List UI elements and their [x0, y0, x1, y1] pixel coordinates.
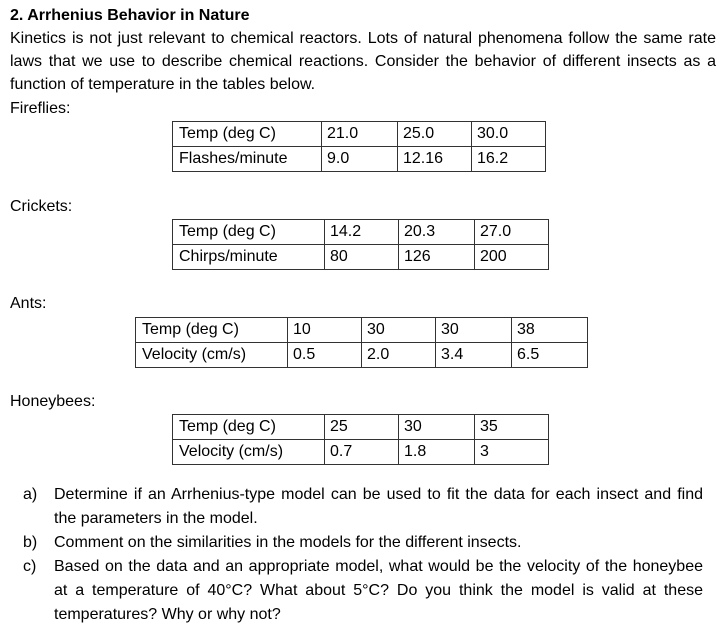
table-cell: 3 [475, 440, 549, 465]
table-row [173, 147, 546, 172]
table-cell: 30.0 [472, 122, 546, 147]
table-cell: 1.8 [399, 440, 475, 465]
ants-label: Ants: [10, 295, 47, 312]
table-cell: 21.0 [322, 122, 398, 147]
table-cell: 16.2 [472, 147, 546, 172]
honeybees-label: Honeybees: [10, 393, 96, 410]
table-cell: Temp (deg C) [173, 220, 325, 245]
question-item [23, 531, 703, 555]
table-cell: Velocity (cm/s) [173, 440, 325, 465]
question-item [23, 483, 703, 531]
table-cell: 27.0 [475, 220, 549, 245]
table-cell: 0.7 [325, 440, 399, 465]
crickets-label: Crickets: [10, 198, 73, 215]
question-text: Based on the data and an appropriate model, what would be the velocity of the honeybee at a temperature of 40°C? What about 5°C? Do you think the model is valid at these temperatures? Why or why not? [54, 558, 703, 623]
table-row [136, 318, 588, 343]
table-cell: 80 [325, 245, 399, 270]
table-cell: 2.0 [362, 343, 436, 368]
table-row [173, 245, 549, 270]
table-cell: Velocity (cm/s) [136, 343, 288, 368]
table-cell: 35 [475, 415, 549, 440]
table-cell: 38 [512, 318, 588, 343]
table-row [173, 440, 549, 465]
table-cell: Temp (deg C) [173, 122, 322, 147]
question-item [23, 555, 703, 627]
table-cell: 126 [399, 245, 475, 270]
table-cell: 9.0 [322, 147, 398, 172]
table-row [136, 343, 588, 368]
table-cell: Temp (deg C) [136, 318, 288, 343]
table-cell: 30 [362, 318, 436, 343]
question-letter: b) [23, 534, 38, 551]
table-cell: 14.2 [325, 220, 399, 245]
table-cell: Chirps/minute [173, 245, 325, 270]
table-cell: 3.4 [436, 343, 512, 368]
question-list [23, 483, 703, 627]
problem-title: 2. Arrhenius Behavior in Nature [10, 7, 250, 24]
table-cell: 25.0 [398, 122, 472, 147]
table-cell: Flashes/minute [173, 147, 322, 172]
question-text: Comment on the similarities in the models for the different insects. [54, 534, 522, 551]
table-cell: 20.3 [399, 220, 475, 245]
question-letter: a) [23, 486, 38, 503]
fireflies-table [172, 121, 546, 172]
table-cell: 6.5 [512, 343, 588, 368]
crickets-table [172, 219, 549, 270]
table-row [173, 122, 546, 147]
question-text: Determine if an Arrhenius-type model can be used to fit the data for each insect and find the parameters in the model. [54, 486, 703, 527]
problem-intro: Kinetics is not just relevant to chemical reactors. Lots of natural phenomena follow the same rate laws that we use to describe chemical reactions. Consider the behavior of different insects as a function of temperature in the tables below. [10, 30, 716, 94]
table-cell: 30 [399, 415, 475, 440]
table-cell: 0.5 [288, 343, 362, 368]
honeybees-table [172, 414, 549, 465]
table-cell: 200 [475, 245, 549, 270]
problem-page [10, 4, 716, 97]
fireflies-label: Fireflies: [10, 100, 71, 117]
table-row [173, 415, 549, 440]
table-row [173, 220, 549, 245]
table-cell: 10 [288, 318, 362, 343]
table-cell: 12.16 [398, 147, 472, 172]
ants-table [135, 317, 588, 368]
question-letter: c) [23, 558, 37, 575]
table-cell: Temp (deg C) [173, 415, 325, 440]
table-cell: 30 [436, 318, 512, 343]
table-cell: 25 [325, 415, 399, 440]
